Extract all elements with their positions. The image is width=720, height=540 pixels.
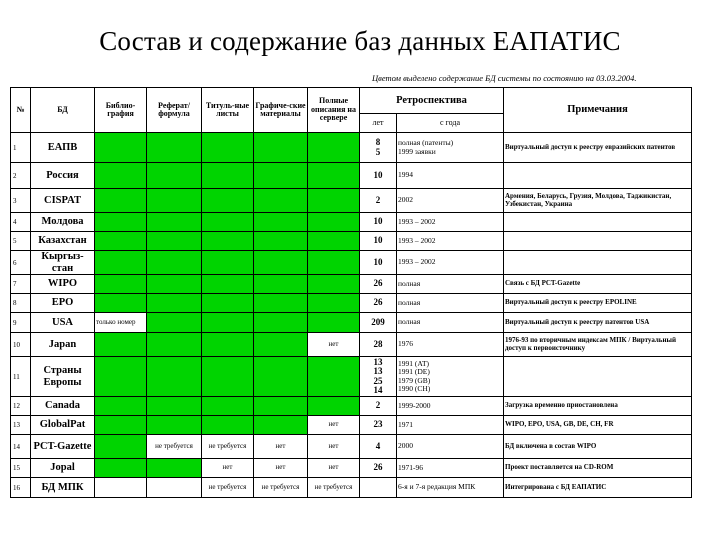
db-name: ЕАПВ	[31, 133, 95, 163]
remark-cell	[504, 163, 692, 189]
title-pages-cell: нет	[202, 459, 254, 478]
biblio-cell	[95, 213, 147, 232]
biblio-cell	[95, 294, 147, 313]
biblio-cell	[95, 251, 147, 275]
title-pages-cell	[202, 275, 254, 294]
databases-table-wrapper	[10, 87, 692, 498]
retro-since-value: 2002	[398, 195, 413, 205]
table-row	[11, 133, 692, 163]
header-remark: Примечания	[504, 88, 692, 133]
retro-years	[360, 313, 397, 333]
row-number: 11	[11, 357, 31, 397]
retro-since	[397, 478, 504, 498]
retro-years	[360, 478, 397, 498]
row-number: 8	[11, 294, 31, 313]
retro-years-value: 10	[373, 216, 383, 227]
retro-years-value: 28	[373, 338, 383, 349]
full-desc-cell	[308, 213, 360, 232]
remark-cell	[504, 232, 692, 251]
row-number: 6	[11, 251, 31, 275]
graphics-cell	[254, 397, 308, 416]
abstract-cell	[147, 275, 202, 294]
full-desc-cell	[308, 275, 360, 294]
header-years: лет	[360, 114, 397, 133]
retro-since-value: 1999 заявки	[398, 146, 436, 156]
retro-years-value: 2	[375, 194, 381, 205]
title-pages-cell: не требуется	[202, 478, 254, 498]
table-row	[11, 416, 692, 435]
title-pages-cell	[202, 294, 254, 313]
retro-years-value: 10	[373, 256, 383, 267]
biblio-cell	[95, 333, 147, 357]
db-name: USA	[31, 313, 95, 333]
full-desc-cell	[308, 294, 360, 313]
header-db: БД	[31, 88, 95, 133]
retro-years-value: 10	[373, 169, 383, 180]
db-name: EPO	[31, 294, 95, 313]
retro-years-value: 14	[373, 384, 383, 395]
retro-since-value: 6-я и 7-я редакция МПК	[398, 482, 476, 492]
remark-cell: БД включена в состав WIPO	[504, 435, 692, 459]
biblio-cell	[95, 232, 147, 251]
full-desc-cell: нет	[308, 459, 360, 478]
db-name: Japan	[31, 333, 95, 357]
remark-cell: Загрузка временно приостановлена	[504, 397, 692, 416]
db-name: GlobalPat	[31, 416, 95, 435]
header-graphics: Графиче-ские материалы	[254, 88, 308, 133]
title-pages-cell	[202, 357, 254, 397]
retro-since	[397, 133, 504, 163]
retro-since-value: 1990 (CH)	[398, 383, 431, 393]
retro-since	[397, 416, 504, 435]
table-row	[11, 397, 692, 416]
table-row	[11, 333, 692, 357]
retro-since	[397, 313, 504, 333]
graphics-cell	[254, 416, 308, 435]
graphics-cell: нет	[254, 459, 308, 478]
abstract-cell	[147, 232, 202, 251]
retro-years-value: 4	[375, 440, 381, 451]
full-desc-cell: нет	[308, 435, 360, 459]
retro-since-value: 1993 – 2002	[398, 216, 436, 226]
row-number: 5	[11, 232, 31, 251]
row-number: 7	[11, 275, 31, 294]
biblio-cell	[95, 459, 147, 478]
biblio-cell	[95, 435, 147, 459]
retro-since	[397, 275, 504, 294]
retro-years	[360, 133, 397, 163]
remark-cell: 1976-93 по вторичным индексам МПК / Виртуальный доступ к первоисточнику	[504, 333, 692, 357]
biblio-cell	[95, 189, 147, 213]
row-number: 12	[11, 397, 31, 416]
retro-years	[360, 232, 397, 251]
remark-cell: Интегрирована с БД ЕАПАТИС	[504, 478, 692, 498]
full-desc-cell: нет	[308, 416, 360, 435]
abstract-cell	[147, 397, 202, 416]
retro-years-value: 10	[373, 235, 383, 246]
retro-years	[360, 251, 397, 275]
abstract-cell	[147, 251, 202, 275]
table-row	[11, 275, 692, 294]
retro-years	[360, 275, 397, 294]
retro-years	[360, 435, 397, 459]
retro-since-value: 1999-2000	[398, 400, 431, 410]
retro-years	[360, 189, 397, 213]
full-desc-cell	[308, 163, 360, 189]
graphics-cell	[254, 189, 308, 213]
remark-cell: Проект поставляется на CD-ROM	[504, 459, 692, 478]
remark-cell: Виртуальный доступ к реестру EPOLINE	[504, 294, 692, 313]
abstract-cell	[147, 478, 202, 498]
full-desc-cell: не требуется	[308, 478, 360, 498]
title-pages-cell	[202, 189, 254, 213]
biblio-cell	[95, 163, 147, 189]
retro-since	[397, 357, 504, 397]
biblio-cell	[95, 275, 147, 294]
header-abstract: Реферат/ формула	[147, 88, 202, 133]
full-desc-cell	[308, 133, 360, 163]
title-pages-cell	[202, 251, 254, 275]
databases-table	[10, 87, 692, 498]
remark-cell: Связь с БД PCT-Gazette	[504, 275, 692, 294]
table-row	[11, 189, 692, 213]
graphics-cell	[254, 313, 308, 333]
retro-years-value: 2	[375, 400, 381, 411]
abstract-cell	[147, 313, 202, 333]
title-pages-cell	[202, 133, 254, 163]
retro-since-value: 2000	[398, 441, 413, 451]
retro-since-value: 1991 (DE)	[398, 367, 430, 377]
table-row	[11, 294, 692, 313]
biblio-cell	[95, 416, 147, 435]
retro-years	[360, 163, 397, 189]
table-row	[11, 163, 692, 189]
db-name: Казахстан	[31, 232, 95, 251]
header-num: №	[11, 88, 31, 133]
abstract-cell	[147, 357, 202, 397]
title-pages-cell	[202, 232, 254, 251]
row-number: 16	[11, 478, 31, 498]
full-desc-cell	[308, 397, 360, 416]
remark-cell	[504, 357, 692, 397]
table-note: Цветом выделено содержание БД системы по состоянию на 03.03.2004.	[372, 73, 637, 83]
biblio-cell	[95, 357, 147, 397]
graphics-cell	[254, 275, 308, 294]
abstract-cell	[147, 163, 202, 189]
retro-since-value: 1993 – 2002	[398, 257, 436, 267]
title-pages-cell	[202, 163, 254, 189]
retro-years	[360, 357, 397, 397]
retro-since-value: полная	[398, 317, 421, 327]
table-row	[11, 251, 692, 275]
header-retro: Ретроспектива	[360, 88, 504, 114]
retro-years-value: 25	[373, 375, 383, 386]
db-name: Россия	[31, 163, 95, 189]
table-row	[11, 232, 692, 251]
remark-cell	[504, 251, 692, 275]
retro-years-value: 13	[373, 366, 383, 377]
retro-since-value: 1971	[398, 419, 413, 429]
full-desc-cell: нет	[308, 333, 360, 357]
biblio-cell	[95, 478, 147, 498]
title-pages-cell	[202, 416, 254, 435]
retro-years	[360, 416, 397, 435]
retro-years-value: 26	[373, 462, 383, 473]
db-name: Молдова	[31, 213, 95, 232]
full-desc-cell	[308, 313, 360, 333]
retro-since-value: полная (патенты)	[398, 138, 454, 148]
retro-since-value: полная	[398, 297, 421, 307]
retro-years-value: 23	[373, 419, 383, 430]
retro-years	[360, 459, 397, 478]
table-row	[11, 313, 692, 333]
title-pages-cell	[202, 213, 254, 232]
abstract-cell	[147, 213, 202, 232]
retro-since-value: 1994	[398, 170, 413, 180]
retro-years	[360, 397, 397, 416]
retro-since-value: 1976	[398, 339, 413, 349]
db-name: Jopal	[31, 459, 95, 478]
row-number: 14	[11, 435, 31, 459]
retro-since	[397, 294, 504, 313]
graphics-cell	[254, 232, 308, 251]
retro-since-value: полная	[398, 278, 421, 288]
retro-since-value: 1971-96	[398, 462, 423, 472]
graphics-cell	[254, 333, 308, 357]
retro-years-value: 8	[375, 137, 381, 148]
table-row	[11, 213, 692, 232]
remark-cell: Армения, Беларусь, Грузия, Молдова, Таджикистан, Узбекистан, Украина	[504, 189, 692, 213]
full-desc-cell	[308, 357, 360, 397]
title-pages-cell	[202, 333, 254, 357]
abstract-cell	[147, 189, 202, 213]
db-name: Страны Европы	[31, 357, 95, 397]
retro-years-value: 13	[373, 356, 383, 367]
retro-years-value: 5	[375, 146, 381, 157]
table-body	[11, 133, 692, 498]
db-name: PCT-Gazette	[31, 435, 95, 459]
retro-since	[397, 251, 504, 275]
retro-since	[397, 397, 504, 416]
page-title: Состав и содержание баз данных ЕАПАТИС	[99, 26, 621, 56]
db-name: CISPAT	[31, 189, 95, 213]
graphics-cell: нет	[254, 435, 308, 459]
header-title-pages: Титуль-ные листы	[202, 88, 254, 133]
retro-since-value: 1991 (AT)	[398, 359, 430, 368]
retro-since-value: 1993 – 2002	[398, 235, 436, 245]
retro-since	[397, 232, 504, 251]
abstract-cell	[147, 133, 202, 163]
retro-years-value: 26	[373, 297, 383, 308]
abstract-cell	[147, 416, 202, 435]
abstract-cell	[147, 294, 202, 313]
row-number: 9	[11, 313, 31, 333]
remark-cell: Виртуальный доступ к реестру евразийских патентов	[504, 133, 692, 163]
remark-cell	[504, 213, 692, 232]
full-desc-cell	[308, 232, 360, 251]
retro-years	[360, 294, 397, 313]
title-pages-cell	[202, 313, 254, 333]
graphics-cell	[254, 133, 308, 163]
retro-years	[360, 333, 397, 357]
retro-since	[397, 435, 504, 459]
row-number: 15	[11, 459, 31, 478]
retro-since-value: 1979 (GB)	[398, 375, 431, 385]
full-desc-cell	[308, 251, 360, 275]
abstract-cell	[147, 459, 202, 478]
db-name: WIPO	[31, 275, 95, 294]
graphics-cell	[254, 357, 308, 397]
graphics-cell: не требуется	[254, 478, 308, 498]
db-name: Canada	[31, 397, 95, 416]
biblio-cell	[95, 133, 147, 163]
row-number: 3	[11, 189, 31, 213]
table-row	[11, 459, 692, 478]
title-pages-cell	[202, 397, 254, 416]
row-number: 10	[11, 333, 31, 357]
retro-since	[397, 189, 504, 213]
db-name: Кыргыз-стан	[31, 251, 95, 275]
table-row	[11, 478, 692, 498]
table-row	[11, 435, 692, 459]
biblio-cell	[95, 397, 147, 416]
graphics-cell	[254, 294, 308, 313]
graphics-cell	[254, 163, 308, 189]
biblio-cell: только номер	[95, 313, 147, 333]
row-number: 13	[11, 416, 31, 435]
header-full-desc: Полные описания на сервере	[308, 88, 360, 133]
retro-years-value: 209	[371, 316, 385, 327]
row-number: 4	[11, 213, 31, 232]
retro-years	[360, 213, 397, 232]
db-name: БД МПК	[31, 478, 95, 498]
retro-since	[397, 459, 504, 478]
header-since: с года	[397, 114, 504, 133]
retro-since	[397, 333, 504, 357]
table-row	[11, 357, 692, 397]
retro-since	[397, 163, 504, 189]
title-pages-cell: не требуется	[202, 435, 254, 459]
graphics-cell	[254, 251, 308, 275]
abstract-cell: не требуется	[147, 435, 202, 459]
remark-cell: WIPO, EPO, USA, GB, DE, CH, FR	[504, 416, 692, 435]
abstract-cell	[147, 333, 202, 357]
graphics-cell	[254, 213, 308, 232]
retro-since	[397, 213, 504, 232]
retro-years-value: 26	[373, 278, 383, 289]
header-biblio: Библио-графия	[95, 88, 147, 133]
row-number: 1	[11, 133, 31, 163]
remark-cell: Виртуальный доступ к реестру патентов USA	[504, 313, 692, 333]
full-desc-cell	[308, 189, 360, 213]
row-number: 2	[11, 163, 31, 189]
